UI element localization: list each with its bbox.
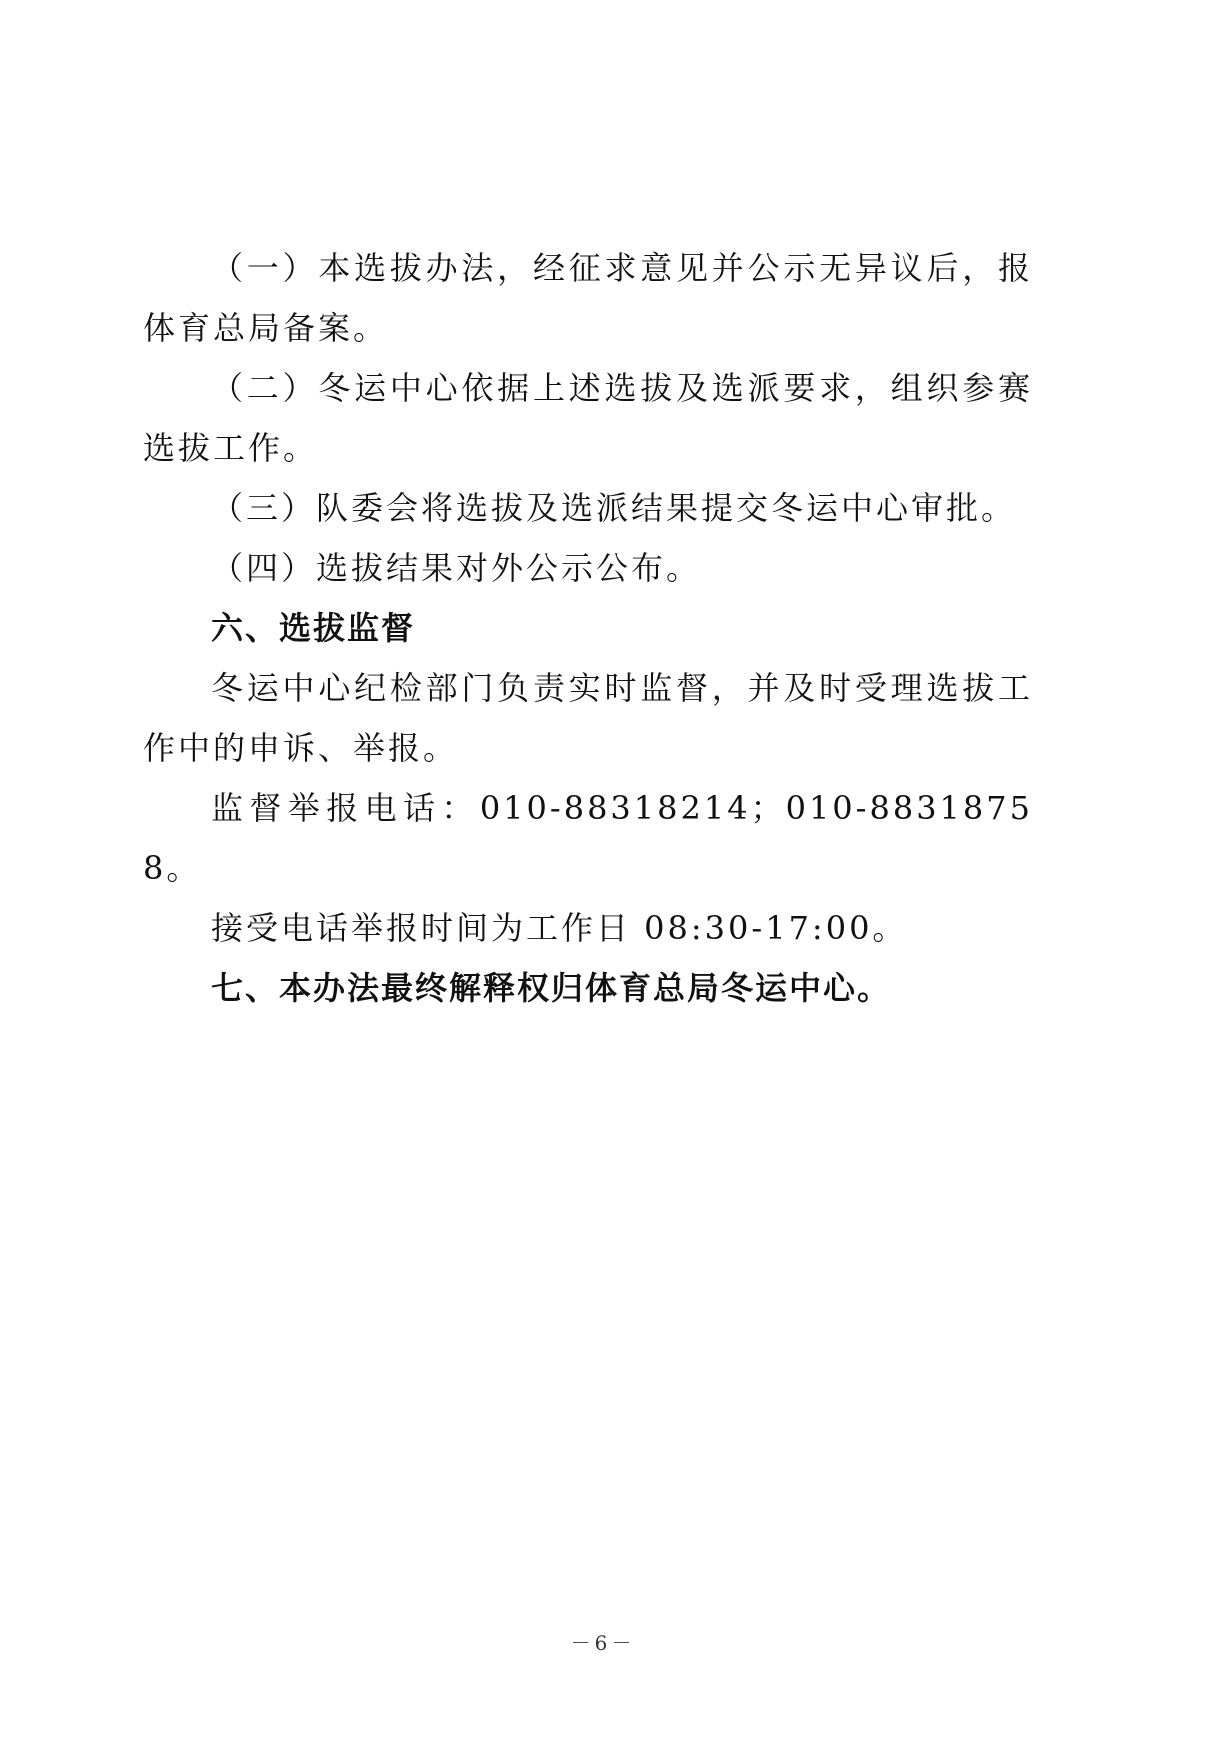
supervision-phone: 监督举报电话：010-88318214；010-88318758。 [143,789,1033,887]
supervision-paragraph: 冬运中心纪检部门负责实时监督，并及时受理选拔工作中的申诉、举报。 [143,669,1033,767]
paragraph-item-4: （四）选拔结果对外公示公布。 [211,549,702,587]
supervision-hours: 接受电话举报时间为工作日 08:30-17:00。 [211,909,908,947]
paragraph-item-3: （三）队委会将选拔及选派结果提交冬运中心审批。 [211,489,1017,527]
paragraph-item-2: （二）冬运中心依据上述选拔及选派要求，组织参赛选拔工作。 [143,369,1033,467]
paragraph-item-1: （一）本选拔办法，经征求意见并公示无异议后，报体育总局备案。 [143,249,1033,347]
section-heading-supervision: 六、选拔监督 [211,609,416,647]
document-body [143,238,1033,1018]
section-heading-interpretation: 七、本办法最终解释权归体育总局冬运中心。 [211,969,892,1007]
page-number: －6－ [570,1631,636,1655]
